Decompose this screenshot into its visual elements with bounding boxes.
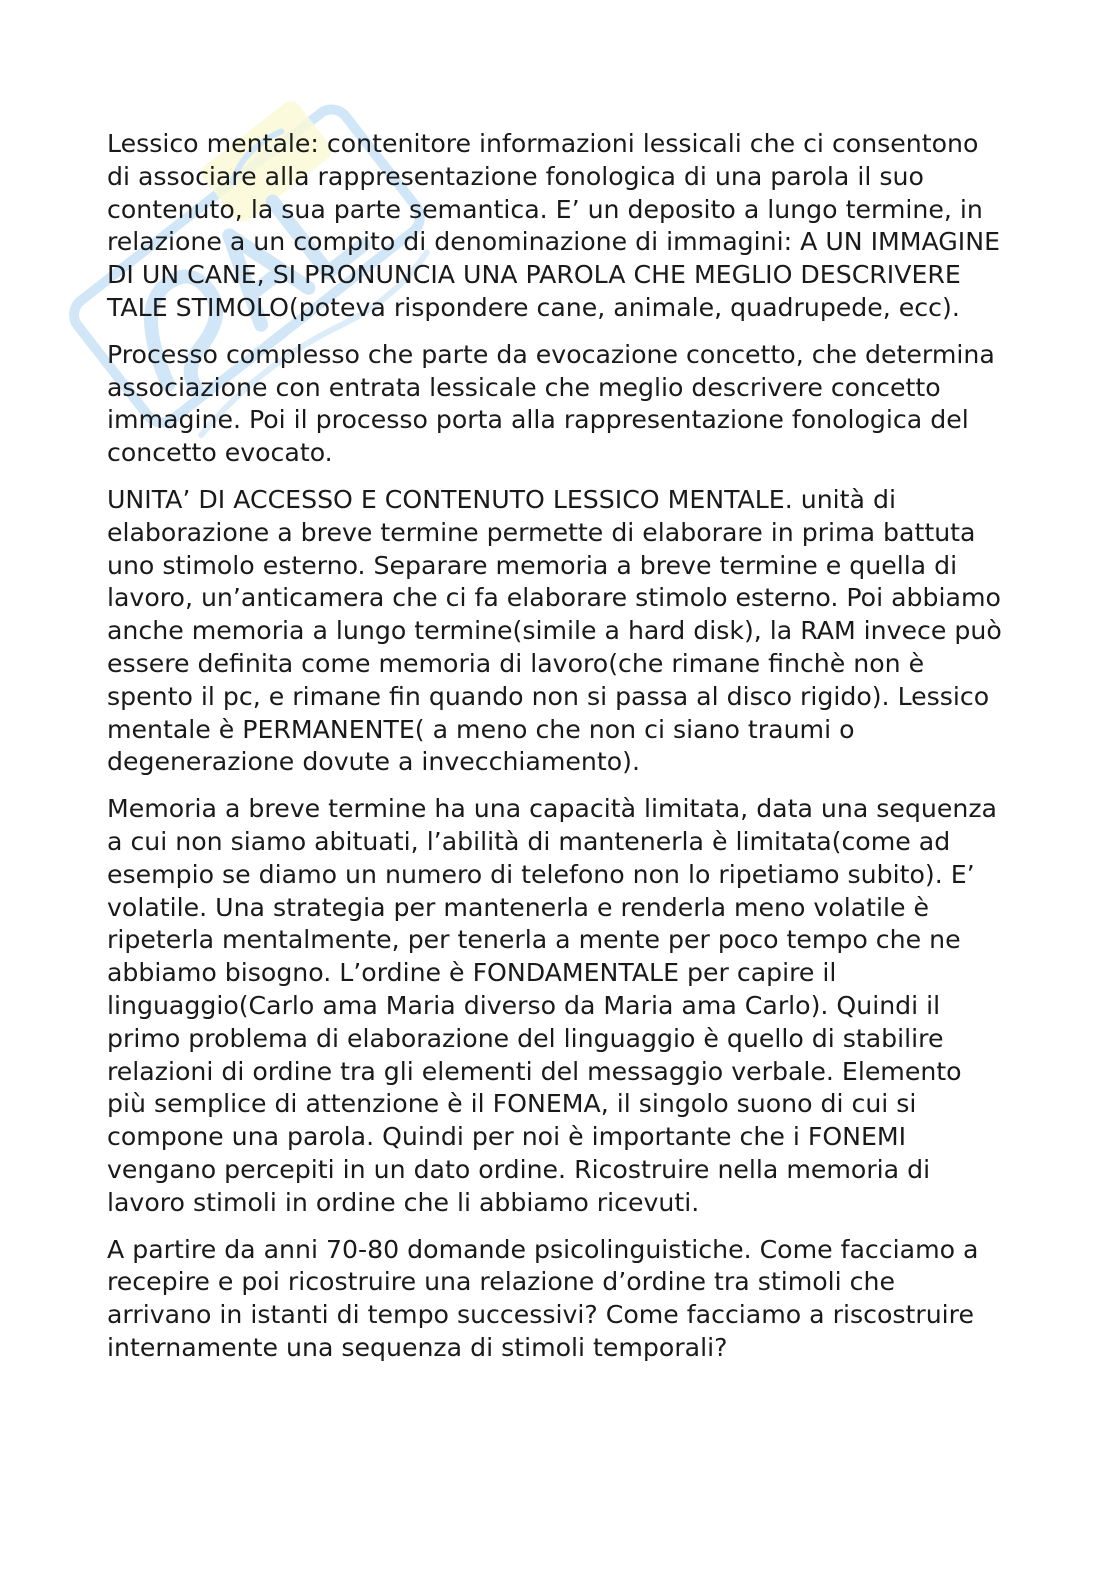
paragraph-5: A partire da anni 70-80 domande psicolinguistiche. Come facciamo a recepire e poi ricostruire una relazione d’ordine tra stimoli che arrivano in istanti di tempo successivi? Come facciamo a riscostruire internamente una sequenza di stimoli temporali? xyxy=(107,1234,979,1362)
paragraph-2: Processo complesso che parte da evocazione concetto, che determina associazione con entrata lessicale che meglio descrivere concetto immagine. Poi il processo porta alla rappresentazione fonologica del concetto evocato. xyxy=(107,339,995,468)
paragraph-3: UNITA’ DI ACCESSO E CONTENUTO LESSICO MENTALE. unità di elaborazione a breve termine permette di elaborare in prima battuta uno stimolo esterno. Separare memoria a breve termine e quella di lavoro, un’anticamera che ci fa elaborare stimolo esterno. Poi abbiamo anche memoria a lungo termine(simile a hard disk), la RAM invece può essere definita come memoria di lavoro(che rimane finchè non è spento il pc, e rimane fin quando non si passa al disco rigido). Lessico mentale è PERMANENTE( a meno che non ci siano traumi o degenerazione dovute a invecchiamento). xyxy=(107,484,1002,777)
document-body xyxy=(107,128,1007,1379)
paragraph-4: Memoria a breve termine ha una capacità limitata, data una sequenza a cui non siamo abituati, l’abilità di mantenerla è limitata(come ad esempio se diamo un numero di telefono non lo ripetiamo subito). E’ volatile. Una strategia per mantenerla e renderla meno volatile è ripeterla mentalmente, per tenerla a mente per poco tempo che ne abbiamo bisogno. L’ordine è FONDAMENTALE per capire il linguaggio(Carlo ama Maria diverso da Maria ama Carlo). Quindi il primo problema di elaborazione del linguaggio è quello di stabilire relazioni di ordine tra gli elementi del messaggio verbale. Elemento più semplice di attenzione è il FONEMA, il singolo suono di cui si compone una parola. Quindi per noi è importante che i FONEMI vengano percepiti in un dato ordine. Ricostruire nella memoria di lavoro stimoli in ordine che li abbiamo ricevuti. xyxy=(107,794,997,1217)
paragraph-1: Lessico mentale: contenitore informazioni lessicali che ci consentono di associare alla rappresentazione fonologica di una parola il suo contenuto, la sua parte semantica. E’ un deposito a lungo termine, in relazione a un compito di denominazione di immagini: A UN IMMAGINE DI UN CANE, SI PRONUNCIA UNA PAROLA CHE MEGLIO DESCRIVERE TALE STIMOLO(poteva rispondere cane, animale, quadrupede, ecc). xyxy=(107,129,1000,322)
